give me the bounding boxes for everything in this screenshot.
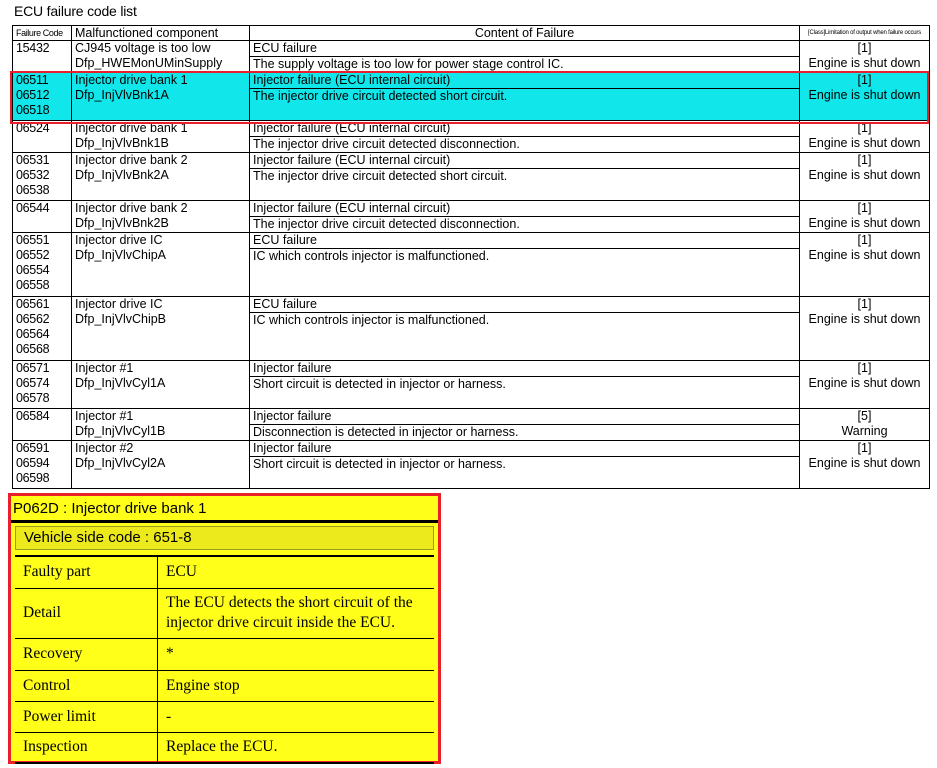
detail-value-line: The ECU detects the short circuit of the — [166, 594, 413, 611]
content-cell-line: ECU failure — [250, 233, 800, 249]
detail-value — [158, 701, 435, 732]
component-cell-line: Dfp_InjVlvCyl1A — [75, 376, 166, 390]
content-cell-line: Injector failure (ECU internal circuit) — [250, 121, 800, 137]
failure-code-cell-line: 06562 — [16, 312, 50, 326]
component-cell-line: Dfp_InjVlvBnk2A — [75, 168, 169, 182]
failure-code-cell — [13, 297, 72, 361]
failure-code-cell — [13, 409, 72, 441]
component-cell — [72, 441, 250, 489]
failure-code-table — [12, 25, 930, 489]
component-cell-line: Injector #1 — [75, 409, 134, 423]
detail-table — [15, 555, 434, 764]
content-cell-line: ECU failure — [250, 297, 800, 313]
detail-row — [15, 670, 434, 701]
failure-code-cell-line: 06512 — [16, 88, 50, 102]
content-cell-line: The supply voltage is too low for power stage control IC. — [253, 57, 564, 71]
header-failure-code: Failure Code — [13, 26, 72, 41]
table-row — [13, 41, 930, 73]
detail-value-line: * — [166, 645, 174, 662]
detail-row — [15, 732, 434, 763]
detail-value — [158, 670, 435, 701]
component-cell-line: Dfp_InjVlvBnk1B — [75, 136, 169, 150]
limitation-cell-line: [5] — [857, 409, 872, 423]
detail-value — [158, 732, 435, 763]
detail-key: Recovery — [15, 638, 158, 670]
limitation-cell — [800, 153, 930, 201]
content-cell-line: Injector failure (ECU internal circuit) — [250, 153, 800, 169]
content-cell — [250, 73, 800, 121]
component-cell-line: Dfp_HWEMonUMinSupply — [75, 56, 223, 70]
detail-key: Control — [15, 670, 158, 701]
table-row — [13, 441, 930, 489]
failure-code-cell-line: 06561 — [16, 297, 50, 311]
content-cell-line: Injector failure (ECU internal circuit) — [250, 73, 800, 89]
content-cell-line: Disconnection is detected in injector or harness. — [253, 425, 519, 439]
failure-code-cell-line: 06518 — [16, 103, 50, 117]
component-cell-line: Injector drive bank 1 — [75, 121, 188, 135]
component-cell — [72, 297, 250, 361]
limitation-cell-line: Engine is shut down — [808, 88, 921, 102]
failure-code-cell-line: 06578 — [16, 391, 50, 405]
component-cell — [72, 201, 250, 233]
component-cell-line: CJ945 voltage is too low — [75, 41, 211, 55]
content-cell — [250, 361, 800, 409]
limitation-cell-line: [1] — [857, 361, 872, 375]
component-cell — [72, 409, 250, 441]
detail-key: Faulty part — [15, 556, 158, 588]
component-cell-line: Injector #2 — [75, 441, 134, 455]
content-cell-line: The injector drive circuit detected short circuit. — [253, 89, 508, 103]
failure-code-cell — [13, 153, 72, 201]
header-content: Content of Failure — [250, 26, 800, 41]
component-cell — [72, 153, 250, 201]
failure-code-cell-line: 06552 — [16, 248, 50, 262]
component-cell-line: Injector drive IC — [75, 297, 163, 311]
limitation-cell-line: [1] — [857, 233, 872, 247]
limitation-cell — [800, 233, 930, 297]
component-cell-line: Dfp_InjVlvChipA — [75, 248, 167, 262]
content-cell-line: Short circuit is detected in injector or harness. — [253, 457, 506, 471]
component-cell — [72, 121, 250, 153]
limitation-cell-line: Warning — [841, 424, 888, 438]
failure-code-cell-line: 06591 — [16, 441, 50, 455]
failure-code-cell-line: 06554 — [16, 263, 50, 277]
component-cell-line: Injector #1 — [75, 361, 134, 375]
content-cell-line: Injector failure (ECU internal circuit) — [250, 201, 800, 217]
detail-value-line: Replace the ECU. — [166, 738, 278, 756]
component-cell-line: Injector drive bank 2 — [75, 201, 188, 215]
failure-code-cell — [13, 361, 72, 409]
component-cell-line: Dfp_InjVlvChipB — [75, 312, 167, 326]
failure-code-cell-line: 06558 — [16, 278, 50, 292]
limitation-cell-line: Engine is shut down — [808, 376, 921, 390]
failure-code-cell-line: 06568 — [16, 342, 50, 356]
limitation-cell — [800, 73, 930, 121]
content-cell-line: Short circuit is detected in injector or harness. — [253, 377, 506, 391]
failure-code-cell-line: 06538 — [16, 183, 50, 197]
failure-code-cell-line: 06544 — [16, 201, 50, 215]
limitation-cell — [800, 41, 930, 73]
limitation-cell — [800, 409, 930, 441]
failure-code-cell-line: 06574 — [16, 376, 50, 390]
limitation-cell — [800, 441, 930, 489]
detail-key: Inspection — [15, 732, 158, 763]
document-title: ECU failure code list — [14, 3, 137, 19]
detail-value-line: - — [166, 707, 172, 725]
failure-code-cell-line: 06594 — [16, 456, 50, 470]
table-row — [13, 201, 930, 233]
header-component: Malfunctioned component — [72, 26, 250, 41]
limitation-cell — [800, 201, 930, 233]
failure-code-cell — [13, 41, 72, 73]
table-row — [13, 121, 930, 153]
failure-code-cell-line: 06531 — [16, 153, 50, 167]
content-cell-line: The injector drive circuit detected disconnection. — [253, 137, 520, 151]
failure-code-cell-line: 06571 — [16, 361, 50, 375]
content-cell — [250, 441, 800, 489]
content-cell-line: The injector drive circuit detected short circuit. — [253, 169, 508, 183]
failure-code-cell-line: 06584 — [16, 409, 50, 423]
component-cell-line: Injector drive bank 2 — [75, 153, 188, 167]
content-cell-line: IC which controls injector is malfunctioned. — [253, 313, 490, 327]
limitation-cell-line: Engine is shut down — [808, 136, 921, 150]
component-cell-line: Dfp_InjVlvCyl2A — [75, 456, 166, 470]
failure-code-cell-line: 06532 — [16, 168, 50, 182]
content-cell — [250, 41, 800, 73]
limitation-cell — [800, 121, 930, 153]
failure-code-cell-line: 06598 — [16, 471, 50, 485]
component-cell-line: Injector drive IC — [75, 233, 163, 247]
limitation-cell-line: Engine is shut down — [808, 312, 921, 326]
limitation-cell-line: [1] — [857, 41, 872, 55]
table-header-row — [13, 26, 930, 41]
failure-code-cell-line: 15432 — [16, 41, 50, 55]
limitation-cell-line: [1] — [857, 153, 872, 167]
table-row — [13, 153, 930, 201]
detail-row — [15, 701, 434, 732]
limitation-cell-line: Engine is shut down — [808, 56, 921, 70]
detail-value — [158, 638, 435, 670]
detail-value-line: ECU — [166, 563, 197, 581]
failure-code-cell-line: 06551 — [16, 233, 50, 247]
failure-code-cell — [13, 73, 72, 121]
table-row — [13, 233, 930, 297]
detail-key: Power limit — [15, 701, 158, 732]
detail-row — [15, 588, 434, 638]
component-cell — [72, 361, 250, 409]
content-cell — [250, 121, 800, 153]
detail-value-line: Engine stop — [166, 676, 240, 694]
detail-value — [158, 556, 435, 588]
content-cell-line: Injector failure — [250, 409, 800, 425]
component-cell — [72, 73, 250, 121]
limitation-cell-line: Engine is shut down — [808, 168, 921, 182]
limitation-cell-line: Engine is shut down — [808, 456, 921, 470]
failure-code-cell-line: 06564 — [16, 327, 50, 341]
vehicle-side-code: Vehicle side code : 651-8 — [15, 526, 434, 550]
content-cell-line: Injector failure — [250, 361, 800, 377]
content-cell — [250, 153, 800, 201]
content-cell-line: Injector failure — [250, 441, 800, 457]
content-cell-line: The injector drive circuit detected disconnection. — [253, 217, 520, 231]
failure-code-cell — [13, 441, 72, 489]
component-cell-line: Dfp_InjVlvCyl1B — [75, 424, 166, 438]
limitation-cell-line: Engine is shut down — [808, 248, 921, 262]
limitation-cell — [800, 297, 930, 361]
component-cell-line: Dfp_InjVlvBnk2B — [75, 216, 169, 230]
failure-code-cell-line: 06524 — [16, 121, 50, 135]
content-cell — [250, 201, 800, 233]
detail-key: Detail — [15, 588, 158, 638]
table-row — [13, 361, 930, 409]
detail-panel — [8, 493, 441, 764]
header-limitation: [Class]Limitation of output when failure occurs — [800, 26, 930, 41]
limitation-cell-line: [1] — [857, 201, 872, 215]
limitation-cell-line: [1] — [857, 297, 872, 311]
content-cell — [250, 409, 800, 441]
content-cell-line: ECU failure — [250, 41, 800, 57]
detail-value — [158, 588, 435, 638]
component-cell-line: Injector drive bank 1 — [75, 73, 188, 87]
detail-row — [15, 638, 434, 670]
table-row — [13, 297, 930, 361]
detail-value-line: injector drive circuit inside the ECU. — [166, 614, 395, 631]
failure-code-cell-line: 06511 — [16, 73, 49, 87]
failure-code-cell — [13, 233, 72, 297]
limitation-cell-line: Engine is shut down — [808, 216, 921, 230]
detail-row — [15, 556, 434, 588]
limitation-cell-line: [1] — [857, 441, 872, 455]
failure-code-cell — [13, 201, 72, 233]
component-cell — [72, 41, 250, 73]
content-cell — [250, 233, 800, 297]
component-cell — [72, 233, 250, 297]
failure-code-cell — [13, 121, 72, 153]
limitation-cell-line: [1] — [857, 121, 872, 135]
detail-header: P062D : Injector drive bank 1 — [11, 496, 438, 523]
table-row — [13, 73, 930, 121]
content-cell — [250, 297, 800, 361]
content-cell-line: IC which controls injector is malfunctioned. — [253, 249, 490, 263]
table-row — [13, 409, 930, 441]
limitation-cell — [800, 361, 930, 409]
component-cell-line: Dfp_InjVlvBnk1A — [75, 88, 169, 102]
limitation-cell-line: [1] — [857, 73, 872, 87]
